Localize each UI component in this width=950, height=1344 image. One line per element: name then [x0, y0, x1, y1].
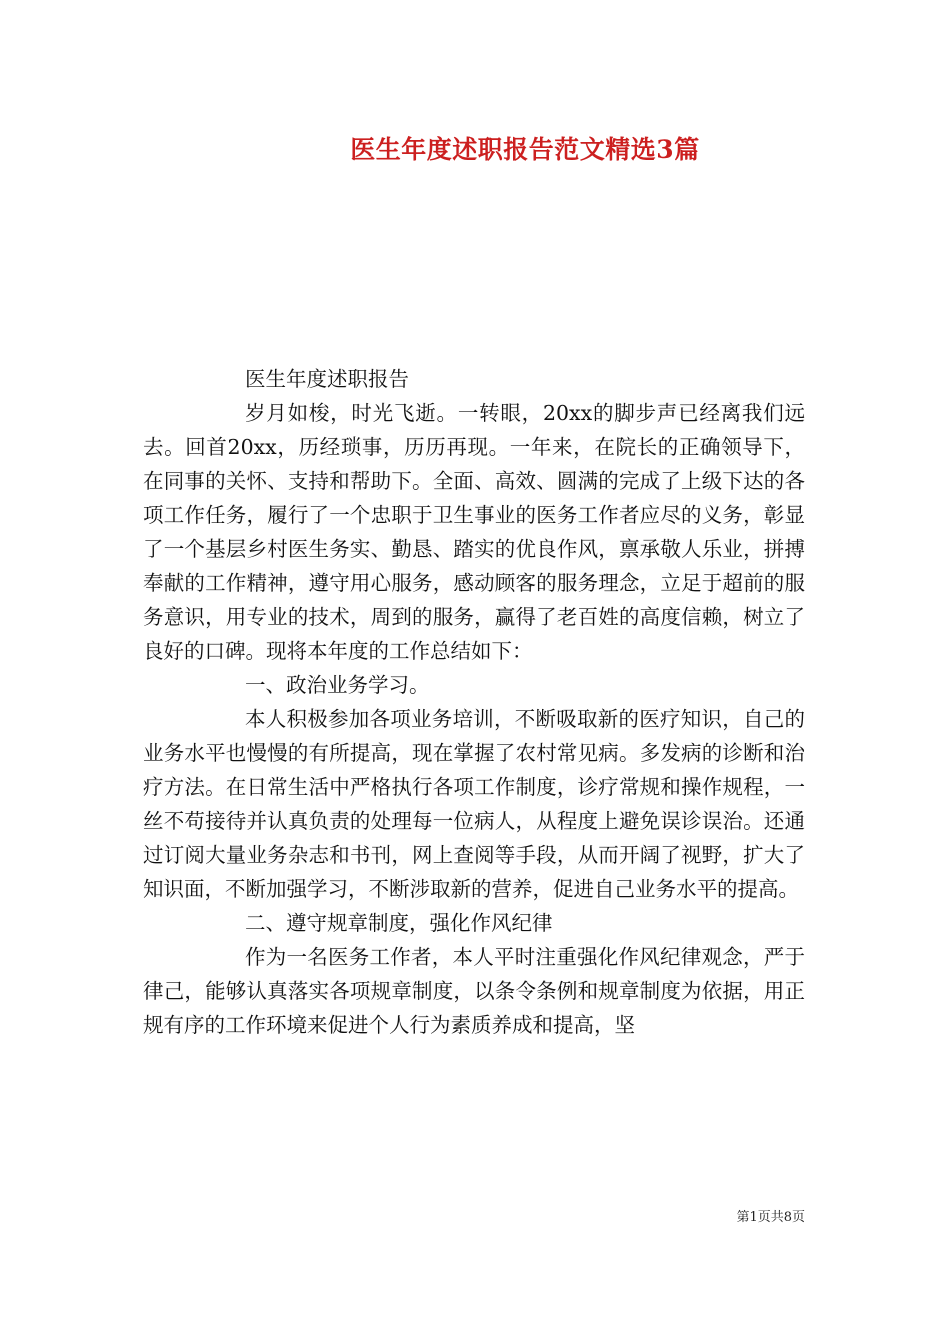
paragraph-discipline: 作为一名医务工作者，本人平时注重强化作风纪律观念，严于律己，能够认真落实各项规章制度，以条令条例和规章制度为依据，用正规有序的工作环境来促进个人行为素质养成和提高，坚 [143, 945, 805, 1037]
report-subtitle: 医生年度述职报告 [245, 367, 409, 391]
document-title: 医生年度述职报告范文精选3篇 [350, 135, 700, 164]
paragraph-study: 本人积极参加各项业务培训，不断吸取新的医疗知识，自己的业务水平也慢慢的有所提高，现在掌握了农村常见病。多发病的诊断和治疗方法。在日常生活中严格执行各项工作制度，诊疗常规和操作规程，一丝不苟接待并认真负责的处理每一位病人，从程度上避免误诊误治。还通过订阅大量业务杂志和书刊，网上查阅等手段，从而开阔了视野，扩大了知识面，不断加强学习，不断涉取新的营养，促进自己业务水平的提高。 [143, 707, 805, 901]
page-footer: 第1页共8页 [736, 1210, 805, 1225]
document-body [143, 362, 805, 1042]
paragraph-intro: 岁月如梭，时光飞逝。一转眼，20xx的脚步声已经离我们远去。回首20xx，历经琐事，历历再现。一年来，在院长的正确领导下，在同事的关怀、支持和帮助下。全面、高效、圆满的完成了上级下达的各项工作任务，履行了一个忠职于卫生事业的医务工作者应尽的义务，彰显了一个基层乡村医生务实、勤恳、踏实的优良作风，禀承敬人乐业，拼搏奉献的工作精神，遵守用心服务，感动顾客的服务理念，立足于超前的服务意识，用专业的技术，周到的服务，赢得了老百姓的高度信赖，树立了良好的口碑。现将本年度的工作总结如下： [143, 401, 805, 663]
section-heading-2: 二、遵守规章制度，强化作风纪律 [245, 911, 553, 935]
section-heading-1: 一、政治业务学习。 [245, 673, 430, 697]
